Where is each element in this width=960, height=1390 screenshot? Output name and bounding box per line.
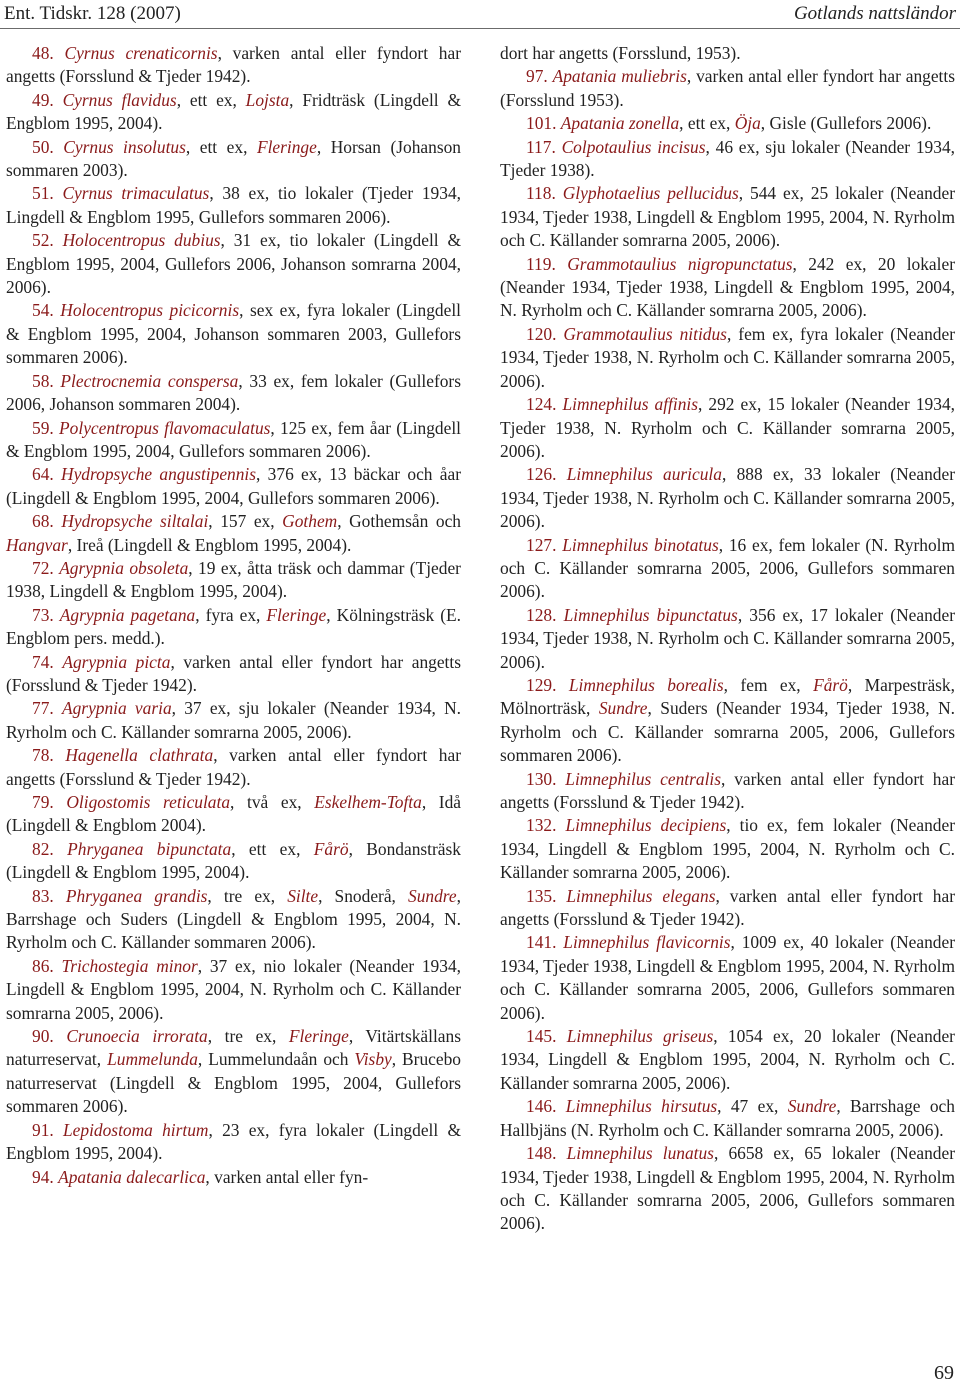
species-entry: [6, 838, 461, 885]
species-entry: [6, 510, 461, 557]
entry-text: Cyrnus trimaculatus, 38 ex, tio lokaler (Tjeder 1934, Lingdell & Engblom 1995, Gullefors sommaren 2006).: [6, 183, 461, 227]
entry-text: Cyrnus insolutus, ett ex, Fleringe, Horsan (Johanson sommaren 2003).: [6, 136, 461, 181]
entry-text: Grammotaulius nigropunctatus, 242 ex, 20 lokaler (Neander 1934, Tjeder 1938, Lingdell & Engblom 1995, 2004, N. Ryrholm och C. Källander somrarna 2005, 2006).: [500, 253, 955, 321]
left-column: [6, 42, 461, 1189]
entry-number: 72.: [32, 557, 54, 578]
entry-text: Polycentropus flavomaculatus, 125 ex, fem åar (Lingdell & Engblom 1995, 2004, Gullefors sommaren 2006).: [6, 417, 461, 461]
header-rule: [0, 28, 960, 29]
species-entry: [500, 253, 955, 323]
entry-number: 90.: [32, 1026, 54, 1047]
species-entry: [500, 604, 955, 674]
entry-number: 129.: [526, 674, 557, 695]
entry-number: 145.: [526, 1026, 557, 1047]
entry-text: Limnephilus flavicornis, 1009 ex, 40 lokaler (Neander 1934, Tjeder 1938, Lingdell & Engblom 1995, 2004, N. Ryrholm och C. Källander somrarna 2005, 2006, Gullefors sommaren 2006).: [500, 932, 955, 1023]
species-entry: [500, 1025, 955, 1095]
entry-text: Apatania muliebris, varken antal eller fyndort har angetts (Forsslund 1953).: [500, 66, 955, 110]
entry-text: Apatania dalecarlica, varken antal eller fyn-: [58, 1166, 369, 1187]
entry-text: Holocentropus dubius, 31 ex, tio lokaler (Lingdell & Engblom 1995, 2004, Gullefors 2006, Johanson somrarna 2004, 2006).: [6, 230, 461, 298]
entry-number: 94.: [32, 1166, 54, 1187]
entry-text: Limnephilus centralis, varken antal eller fyndort har angetts (Forsslund & Tjeder 1942).: [500, 768, 955, 812]
entry-number: 68.: [32, 511, 54, 532]
entry-number: 91.: [32, 1119, 54, 1140]
entry-text: Limnephilus griseus, 1054 ex, 20 lokaler (Neander 1934, Lingdell & Engblom 1995, 2004, N. Ryrholm och C. Källander somrarna 2005, 2006).: [500, 1026, 955, 1093]
entry-number: 118.: [526, 183, 556, 204]
species-entry: [6, 136, 461, 183]
right-column: [500, 42, 955, 1236]
species-entry: [6, 744, 461, 791]
entry-text: Phryganea grandis, tre ex, Silte, Snoderå, Sundre, Barrshage och Suders (Lingdell & Engblom 1995, 2004, N. Ryrholm och C. Källander sommaren 2006).: [6, 885, 461, 953]
entry-number: 78.: [32, 745, 54, 766]
page-number: 69: [934, 1362, 954, 1384]
species-entry: [6, 791, 461, 838]
entry-number: 148.: [526, 1143, 557, 1164]
species-entry: [6, 417, 461, 464]
entry-text: Agrypnia obsoleta, 19 ex, åtta träsk och dammar (Tjeder 1938, Lingdell & Engblom 1995, 2004).: [6, 557, 461, 602]
species-entry: [6, 955, 461, 1025]
entry-number: 141.: [526, 932, 557, 953]
species-entry: [500, 768, 955, 815]
entry-text: Hagenella clathrata, varken antal eller fyndort har angetts (Forsslund & Tjeder 1942).: [6, 745, 461, 789]
species-entry: [500, 112, 955, 135]
species-entry: [6, 182, 461, 229]
species-entry: [6, 89, 461, 136]
species-entry: [500, 65, 955, 112]
entry-number: 50.: [32, 136, 54, 157]
species-entry: [500, 534, 955, 604]
species-entry: [500, 463, 955, 533]
entry-text: Hydropsyche angustipennis, 376 ex, 13 bäckar och åar (Lingdell & Engblom 1995, 2004, Gullefors sommaren 2006).: [6, 464, 461, 508]
entry-text: Trichostegia minor, 37 ex, nio lokaler (Neander 1934, Lingdell & Engblom 1995, 2004, N. Ryrholm och C. Källander somrarna 2005, 2006).: [6, 955, 461, 1023]
article-title: Gotlands nattsländor: [793, 3, 956, 24]
entry-number: 59.: [32, 417, 54, 438]
species-entry: [6, 1166, 461, 1189]
entry-text: Lepidostoma hirtum, 23 ex, fyra lokaler (Lingdell & Engblom 1995, 2004).: [6, 1119, 461, 1164]
species-entry: [500, 323, 955, 393]
entry-text: Apatania zonella, ett ex, Öja, Gisle (Gullefors 2006).: [560, 113, 932, 134]
species-entry: [6, 299, 461, 369]
entry-number: 64.: [32, 464, 54, 485]
entry-number: 124.: [526, 394, 557, 415]
continued-entry-text: dort har angetts (Forsslund, 1953).: [500, 43, 741, 63]
entry-text: Limnephilus lunatus, 6658 ex, 65 lokaler (Neander 1934, Tjeder 1938, Lingdell & Engblom 1995, 2004, N. Ryrholm och C. Källander somrarna 2005, 2006, Gullefors sommaren 2006).: [500, 1143, 955, 1234]
entry-number: 52.: [32, 230, 54, 251]
species-entry: [6, 463, 461, 510]
running-head: [0, 2, 960, 28]
entry-number: 120.: [526, 323, 557, 344]
species-entry: [6, 557, 461, 604]
entry-number: 74.: [32, 651, 54, 672]
entry-text: Oligostomis reticulata, två ex, Eskelhem-Tofta, Idå (Lingdell & Engblom 2004).: [6, 792, 461, 836]
entry-text: Limnephilus binotatus, 16 ex, fem lokaler (N. Ryrholm och C. Källander somrarna 2005, 2006, Gullefors sommaren 2006).: [500, 534, 955, 602]
entry-number: 49.: [32, 89, 54, 110]
species-entry: [6, 229, 461, 299]
entry-number: 97.: [526, 66, 548, 87]
entry-text: Phryganea bipunctata, ett ex, Fårö, Bondansträsk (Lingdell & Engblom 1995, 2004).: [6, 838, 461, 883]
entry-number: 54.: [32, 300, 54, 321]
entry-number: 58.: [32, 370, 54, 391]
entry-text: Glyphotaelius pellucidus, 544 ex, 25 lokaler (Neander 1934, Tjeder 1938, Lingdell & Engblom 1995, 2004, N. Ryrholm och C. Källander somrarna 2005, 2006).: [500, 183, 956, 251]
entry-text: Agrypnia pagetana, fyra ex, Fleringe, Kölningsträsk (E. Engblom pers. medd.).: [6, 604, 461, 649]
entry-text: Limnephilus elegans, varken antal eller fyndort har angetts (Forsslund & Tjeder 1942).: [500, 885, 955, 930]
entry-number: 132.: [526, 815, 557, 836]
species-entry: [6, 1025, 461, 1119]
entry-number: 117.: [526, 136, 556, 157]
species-entry: [500, 814, 955, 884]
species-entry: [500, 1095, 955, 1142]
entry-number: 126.: [526, 464, 557, 485]
entry-number: 83.: [32, 885, 54, 906]
entry-text: Limnephilus affinis, 292 ex, 15 lokaler (Neander 1934, Tjeder 1938, N. Ryrholm och C. Källander somrarna 2005, 2006).: [500, 394, 955, 461]
entry-number: 127.: [526, 534, 557, 555]
entry-number: 73.: [32, 604, 54, 625]
entry-text: Agrypnia picta, varken antal eller fyndort har angetts (Forsslund & Tjeder 1942).: [6, 651, 461, 695]
entry-number: 86.: [32, 955, 54, 976]
entry-number: 51.: [32, 183, 54, 204]
entry-text: Cyrnus flavidus, ett ex, Lojsta, Fridträsk (Lingdell & Engblom 1995, 2004).: [6, 89, 461, 134]
species-entry: [6, 42, 461, 89]
entry-number: 146.: [526, 1096, 557, 1117]
entry-text: Agrypnia varia, 37 ex, sju lokaler (Neander 1934, N. Ryrholm och C. Källander somrarna 2005, 2006).: [6, 698, 461, 742]
entry-number: 77.: [32, 698, 54, 719]
species-entry: [6, 651, 461, 698]
species-entry: [500, 885, 955, 932]
species-entry: [500, 931, 955, 1025]
entry-number: 119.: [526, 253, 556, 274]
species-entry: [500, 674, 955, 768]
entry-text: Limnephilus decipiens, tio ex, fem lokaler (Neander 1934, Lingdell & Engblom 1995, 2004, N. Ryrholm och C. Källander somrarna 2005, 2006).: [500, 815, 955, 883]
entry-text: Limnephilus borealis, fem ex, Fårö, Marpesträsk, Mölnorträsk, Sundre, Suders (Neander 1934, Tjeder 1938, N. Ryrholm och C. Källander somrarna 2005, 2006, Gullefors sommaren 2006).: [500, 674, 955, 766]
entry-number: 130.: [526, 768, 557, 789]
entry-number: 135.: [526, 885, 557, 906]
journal-citation: Ent. Tidskr. 128 (2007): [4, 3, 181, 24]
entry-text: Limnephilus hirsutus, 47 ex, Sundre, Barrshage och Hallbjäns (N. Ryrholm och C. Källander somrarna 2005, 2006).: [500, 1096, 955, 1140]
species-entry: [500, 182, 955, 252]
entry-text: Crunoecia irrorata, tre ex, Fleringe, Vitärtskällans naturreservat, Lummelunda, Lummelundaån och Visby, Brucebo naturreservat (Lingdell & Engblom 1995, 2004, Gullefors sommaren 2006).: [6, 1026, 461, 1117]
entry-text: Cyrnus crenaticornis, varken antal eller fyndort har angetts (Forsslund & Tjeder 1942).: [6, 43, 461, 87]
entry-text: Grammotaulius nitidus, fem ex, fyra lokaler (Neander 1934, Tjeder 1938, N. Ryrholm och C. Källander somrarna 2005, 2006).: [500, 323, 955, 391]
species-entry: [6, 370, 461, 417]
species-entry: [6, 697, 461, 744]
species-entry: [6, 604, 461, 651]
entry-text: Hydropsyche siltalai, 157 ex, Gothem, Gothemsån och Hangvar, Ireå (Lingdell & Engblom 1995, 2004).: [6, 511, 461, 555]
species-entry: [6, 885, 461, 955]
entry-text: Limnephilus auricula, 888 ex, 33 lokaler (Neander 1934, Tjeder 1938, N. Ryrholm och C. Källander somrarna 2005, 2006).: [500, 464, 955, 532]
species-entry: [500, 393, 955, 463]
entry-number: 79.: [32, 792, 54, 812]
entry-number: 101.: [526, 113, 557, 134]
entry-number: 128.: [526, 604, 557, 625]
entry-text: Limnephilus bipunctatus, 356 ex, 17 lokaler (Neander 1934, Tjeder 1938, N. Ryrholm och C. Källander somrarna 2005, 2006).: [500, 604, 956, 672]
species-entry: [500, 1142, 955, 1236]
entry-number: 48.: [32, 43, 54, 63]
species-entry: [6, 1119, 461, 1166]
entry-number: 82.: [32, 838, 54, 859]
entry-text: Plectrocnemia conspersa, 33 ex, fem lokaler (Gullefors 2006, Johanson sommaren 2004).: [6, 370, 461, 415]
entry-text: Holocentropus picicornis, sex ex, fyra lokaler (Lingdell & Engblom 1995, 2004, Johanson sommaren 2003, Gullefors sommaren 2006).: [6, 300, 461, 368]
species-entry: [500, 136, 955, 183]
entry-text: Colpotaulius incisus, 46 ex, sju lokaler (Neander 1934, Tjeder 1938).: [500, 136, 955, 181]
